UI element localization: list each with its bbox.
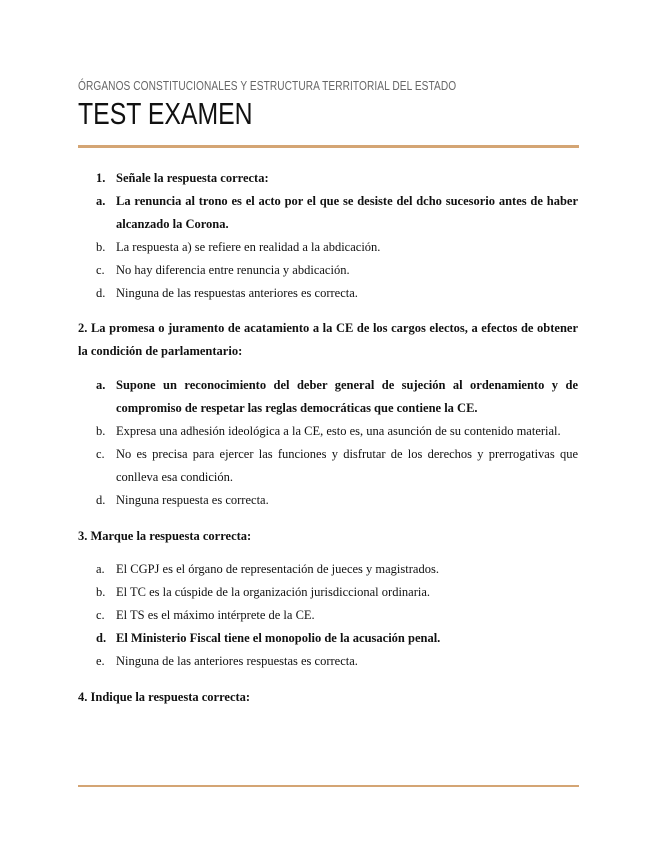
option-text: El Ministerio Fiscal tiene el monopolio de la acusación penal. <box>116 631 441 645</box>
option-a <box>78 190 578 236</box>
option-label: b. <box>96 424 106 438</box>
option-label: b. <box>96 585 106 599</box>
question-number: 3. <box>78 529 88 543</box>
question-1-heading <box>78 167 578 190</box>
option-text: La renuncia al trono es el acto por el que se desiste del dcho sucesorio antes de haber alcanzado la Corona. <box>116 194 578 231</box>
question-1 <box>78 167 578 305</box>
option-text: Expresa una adhesión ideológica a la CE, esto es, una asunción de su contenido material. <box>116 424 561 438</box>
option-e <box>78 650 578 673</box>
option-text: No es precisa para ejercer las funciones y disfrutar de los derechos y prerrogativas que conlleva esa condición. <box>116 447 578 484</box>
option-label: a. <box>96 562 105 576</box>
option-label: d. <box>96 286 106 300</box>
option-c <box>78 604 578 627</box>
option-text: Ninguna de las anteriores respuestas es correcta. <box>116 654 358 668</box>
question-text: Indique la respuesta correcta: <box>90 690 251 704</box>
question-text: La promesa o juramento de acatamiento a la CE de los cargos electos, a efectos de obtener la condición de parlamentario: <box>78 321 578 358</box>
option-text: El TS es el máximo intérprete de la CE. <box>116 608 315 622</box>
option-c <box>78 259 578 282</box>
option-b <box>78 420 578 443</box>
option-label: e. <box>96 654 105 668</box>
question-text: Marque la respuesta correcta: <box>90 529 252 543</box>
option-text: No hay diferencia entre renuncia y abdicación. <box>116 263 350 277</box>
footer-divider <box>78 785 579 787</box>
question-text: Señale la respuesta correcta: <box>116 171 269 185</box>
option-text: El CGPJ es el órgano de representación de jueces y magistrados. <box>116 562 439 576</box>
option-d <box>78 489 578 512</box>
option-b <box>78 581 578 604</box>
question-number: 2. <box>78 321 88 335</box>
option-text: Ninguna respuesta es correcta. <box>116 493 269 507</box>
option-label: c. <box>96 608 105 622</box>
option-label: c. <box>96 447 105 461</box>
question-3-heading <box>78 525 578 548</box>
option-a <box>78 558 578 581</box>
question-4-heading <box>78 686 578 709</box>
question-2-heading <box>78 317 578 363</box>
document-title: TEST EXAMEN <box>78 96 253 131</box>
option-label: d. <box>96 493 106 507</box>
document-subtitle: ÓRGANOS CONSTITUCIONALES Y ESTRUCTURA TERRITORIAL DEL ESTADO <box>78 78 457 93</box>
question-number: 1. <box>96 171 106 185</box>
option-label: b. <box>96 240 106 254</box>
option-label: d. <box>96 631 107 645</box>
option-label: a. <box>96 194 106 208</box>
option-d <box>78 282 578 305</box>
question-2-options <box>78 374 578 512</box>
option-label: c. <box>96 263 105 277</box>
option-text: Supone un reconocimiento del deber general de sujeción al ordenamiento y de compromiso de respetar las reglas democráticas que contiene la CE. <box>116 378 578 415</box>
question-3-options <box>78 558 578 673</box>
question-number: 4. <box>78 690 88 704</box>
option-label: a. <box>96 378 106 392</box>
option-text: El TC es la cúspide de la organización jurisdiccional ordinaria. <box>116 585 431 599</box>
option-a <box>78 374 578 420</box>
header-divider <box>78 145 579 148</box>
option-b <box>78 236 578 259</box>
option-c <box>78 443 578 489</box>
option-text: Ninguna de las respuestas anteriores es correcta. <box>116 286 358 300</box>
option-text: La respuesta a) se refiere en realidad a la abdicación. <box>116 240 381 254</box>
option-d <box>78 627 578 650</box>
